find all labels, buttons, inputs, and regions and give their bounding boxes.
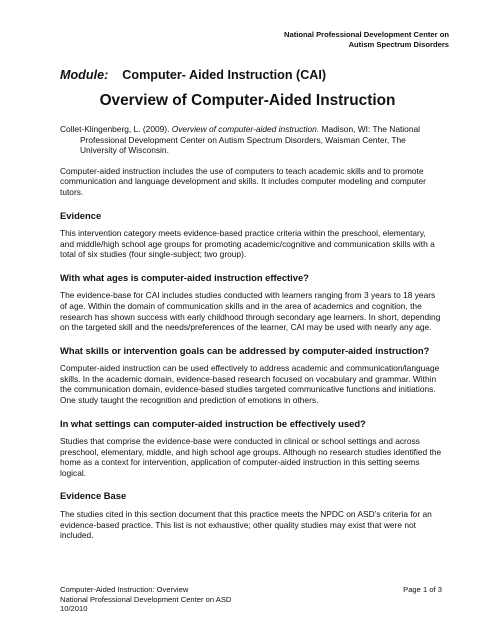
- section-heading-settings: In what settings can computer-aided instruction be effectively used?: [60, 417, 366, 429]
- intro-paragraph: Computer-aided instruction includes the use of computers to teach academic skills and to promote communication and language development and skills. It includes computer modeling and computer tutors.: [60, 165, 426, 197]
- section-text-ages: The evidence-base for CAI includes studies conducted with learners ranging from 3 years to 18 years of age. Within the domain of communication skills and in the area of academics and cognition, the research has shown success with early childhood through secondary age learners. In short, depending on the targeted skill and the needs/preferences of the learner, CAI may be used with nearly any age.: [60, 290, 441, 333]
- section-text-evidence-base: The studies cited in this section document that this practice meets the NPDC on ASD’s criteria for an evidence-based practice. This list is not exhaustive; other quality studies may exist that were not included.: [60, 508, 432, 541]
- section-heading-ages: With what ages is computer-aided instruction effective?: [60, 271, 309, 283]
- citation: [60, 124, 442, 156]
- footer-line3: 10/2010: [60, 604, 88, 614]
- section-text-skills: Computer-aided instruction can be used effectively to address academic and communication/language skills. In the academic domain, evidence-based research focused on vocabulary and grammar. Within the communication domain, evidence-based studies targeted communicative functions and initiations. One study taught the recognition and prediction of emotions in others.: [60, 363, 440, 405]
- citation-work: Overview of computer-aided instruction.: [171, 124, 320, 134]
- section-heading-skills: What skills or intervention goals can be addressed by computer-aided instruction?: [60, 344, 430, 356]
- footer-line1: Computer-Aided Instruction: Overview: [60, 585, 189, 594]
- section-text-evidence: This intervention category meets evidence-based practice criteria within the preschool, elementary, and middle/high school age groups for promoting academic/cognitive and communication skills with a total of six studies (four single-subject; two group).: [60, 228, 435, 260]
- section-text-settings: Studies that comprise the evidence-base were conducted in clinical or school settings and across preschool, elementary, middle, and high school age groups. Although no research studies identified the home as a context for intervention, application of computer-aided instruction in this setting seems logical.: [60, 436, 442, 478]
- module-heading: [60, 68, 326, 82]
- section-heading-evidence: Evidence: [60, 209, 102, 221]
- header-org-line1: National Professional Development Center on: [284, 30, 449, 39]
- page-number: Page 1 of 3: [403, 585, 442, 594]
- header-org-line2: Autism Spectrum Disorders: [348, 40, 449, 49]
- footer-line2: National Professional Development Center on ASD: [60, 594, 232, 604]
- module-name: Computer- Aided Instruction (CAI): [122, 68, 327, 82]
- page-footer: [60, 585, 442, 614]
- section-heading-evidence-base: Evidence Base: [60, 490, 127, 502]
- page-title: Overview of Computer-Aided Instruction: [99, 92, 396, 109]
- citation-publisher: Madison, WI: The National Professional Development Center on Autism Spectrum Disorders, Waisman Center, The University of Wisconsin.: [80, 124, 420, 156]
- module-label: Module:: [60, 68, 109, 82]
- document-body: [60, 124, 442, 541]
- page-header: [284, 30, 449, 50]
- citation-authors: Collet-Klingenberg, L. (2009).: [60, 124, 172, 134]
